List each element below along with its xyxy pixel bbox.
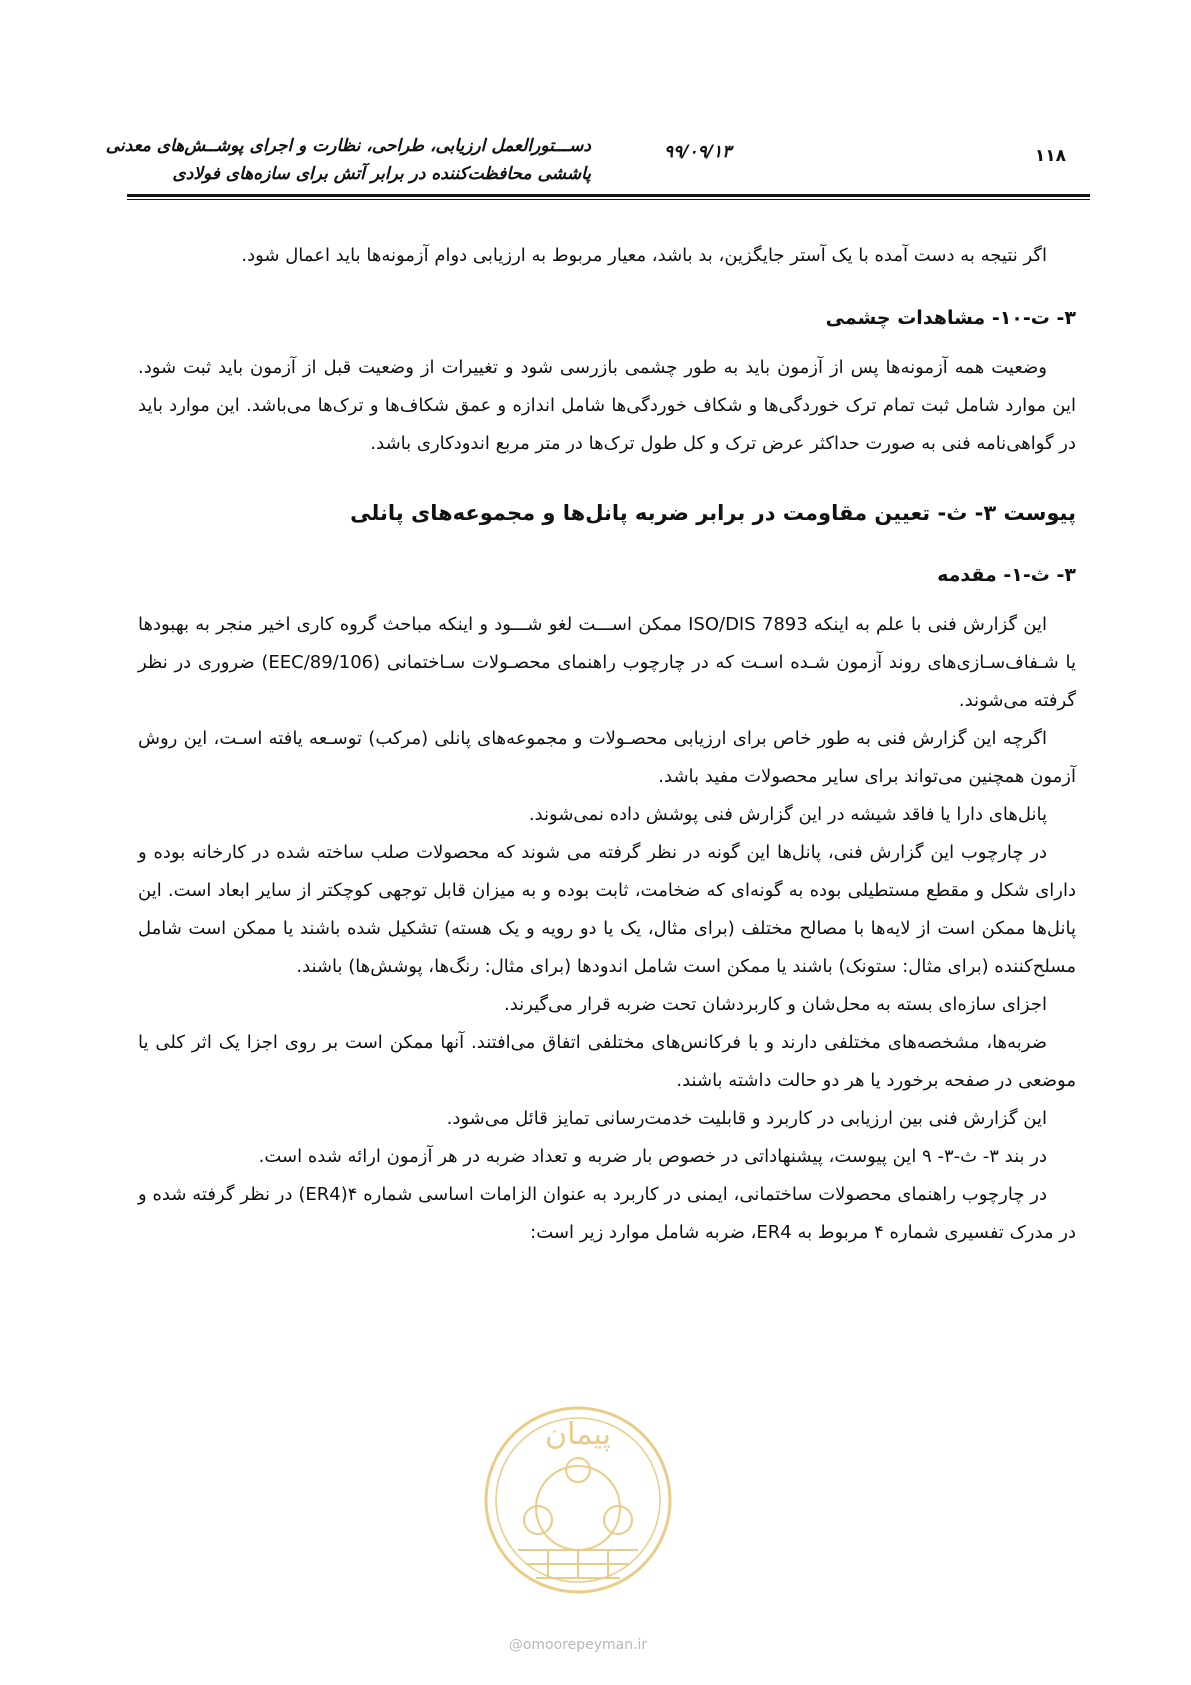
- section-heading-visual-observations: ۳- ت-۱۰- مشاهدات چشمی: [825, 307, 1076, 329]
- intro-section-paragraph: این گزارش فنی با علم به اینکه ISO/DIS 7893 ممکن اســـت لغو شـــود و اینکه مباحث گروه کاری اخیر منجر به بهبودها یا شـفاف‌سـازی‌های روند آزمون شـده اسـت که در چارچوب راهنمای محصـولات سـاختمانی (89/106/EEC) ضروری در نظر گرفته می‌شوند.: [138, 614, 1076, 711]
- header-title-line-2: پاششی محافظت‌کننده در برابر آتش برای سازه‌های فولادی: [172, 164, 591, 184]
- header-title-line-1: دســـتورالعمل ارزیابی، طراحی، نظارت و اجرای پوشــش‌های معدنی: [105, 136, 591, 156]
- section-heading-introduction: ۳- ث-۱- مقدمه: [937, 564, 1076, 586]
- appendix-heading: پیوست ۳- ث- تعیین مقاومت در برابر ضربه پانل‌ها و مجموعه‌های پانلی: [350, 501, 1076, 525]
- intro-section-paragraph: اگرچه این گزارش فنی به طور خاص برای ارزیابی محصـولات و مجموعه‌های پانلی (مرکب) توسـعه یافته اسـت، این روش آزمون همچنین می‌تواند برای سایر محصولات مفید باشد.: [138, 728, 1076, 787]
- intro-section-paragraph: اجزای سازه‌ای بسته به محل‌شان و کاربردشان تحت ضربه قرار می‌گیرند.: [504, 994, 1047, 1015]
- intro-section-paragraph: در چارچوب راهنمای محصولات ساختمانی، ایمنی در کاربرد به عنوان الزامات اساسی شماره ۴(ER4) در نظر گرفته شده و در مدرک تفسیری شماره ۴ مربوط به ER4، ضربه شامل موارد زیر است:: [138, 1184, 1076, 1243]
- intro-paragraph: اگر نتیجه به دست آمده با یک آستر جایگزین، بد باشد، معیار مربوط به ارزیابی دوام آزمونه‌ها باید اعمال شود.: [241, 245, 1047, 266]
- document-body: [138, 237, 1076, 1252]
- intro-section-paragraph: ضربه‌ها، مشخصه‌های مختلفی دارند و با فرکانس‌های مختلفی اتفاق می‌افتند. آنها ممکن است بر روی اجزا یک اثر کلی یا موضعی در صفحه برخورد یا هر دو حالت داشته باشند.: [138, 1032, 1076, 1091]
- running-header-title: [71, 132, 591, 188]
- header-rule-thin: [127, 199, 1090, 200]
- page-number: ۱۱۸: [1034, 146, 1066, 166]
- intro-section-paragraph: پانل‌های دارا یا فاقد شیشه در این گزارش فنی پوشش داده نمی‌شوند.: [528, 804, 1047, 825]
- watermark-url: @omoorepeyman.ir: [508, 1637, 648, 1653]
- visual-observations-paragraph: وضعیت همه آزمونه‌ها پس از آزمون باید به طور چشمی بازرسی شود و تغییرات از وضعیت قبل از آزمون باید ثبت شود. این موارد شامل ثبت تمام ترک خوردگی‌ها و شکاف خوردگی‌ها شامل اندازه و عمق شکاف‌ها و ترک‌ها می‌باشد. این موارد باید در گواهی‌نامه فنی به صورت حداکثر عرض ترک و کل طول ترک‌ها در متر مربع اندودکاری باشد.: [138, 357, 1076, 454]
- seal-text: پیمان: [545, 1417, 611, 1452]
- intro-section-paragraph: در چارچوب این گزارش فنی، پانل‌ها این گونه در نظر گرفته می شوند که محصولات صلب ساخته شده در کارخانه بوده و دارای شکل و مقطع مستطیلی بوده به گونه‌ای که ضخامت، ثابت بوده و به میزان قابل توجهی کوچکتر از سایر ابعاد است. این پانل‌ها ممکن است از لایه‌ها با مصالح مختلف (برای مثال، یک یا دو رویه و یک هسته) تشکیل شده باشند یا ممکن است شامل مسلح‌کننده (برای مثال: ستونک) باشند یا ممکن است شامل اندودها (برای مثال: رنگ‌ها، پوشش‌ها) باشند.: [138, 842, 1076, 977]
- intro-section-paragraph: این گزارش فنی بین ارزیابی در کاربرد و قابلیت خدمت‌رسانی تمایز قائل می‌شود.: [446, 1108, 1047, 1129]
- header-rule-thick: [127, 194, 1090, 197]
- intro-section-paragraph: در بند ۳- ث-۳- ۹ این پیوست، پیشنهاداتی در خصوص بار ضربه و تعداد ضربه در هر آزمون ارائه شده است.: [258, 1146, 1047, 1167]
- header-date: ۹۹/۰۹/۱۳: [664, 142, 732, 162]
- watermark-seal-logo: [478, 1400, 678, 1600]
